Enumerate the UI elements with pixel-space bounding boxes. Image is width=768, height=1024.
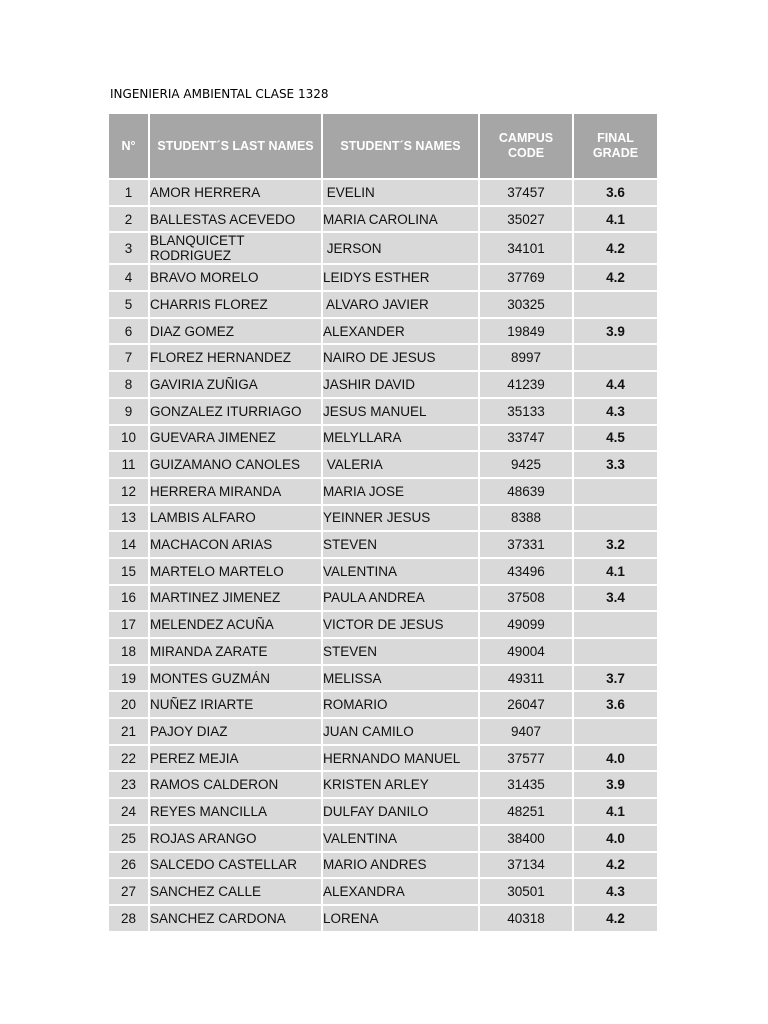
- cell-number: 8: [109, 372, 150, 399]
- cell-final-grade: 3.2: [574, 532, 657, 559]
- cell-last-names: PAJOY DIAZ: [150, 719, 323, 746]
- table-row: [109, 639, 657, 666]
- cell-last-names: BALLESTAS ACEVEDO: [150, 207, 323, 234]
- cell-names: HERNANDO MANUEL: [323, 746, 480, 773]
- cell-final-grade: 3.4: [574, 586, 657, 613]
- cell-names: EVELIN: [323, 180, 480, 207]
- cell-final-grade: 4.2: [574, 265, 657, 292]
- table-row: [109, 506, 657, 533]
- cell-number: 23: [109, 772, 150, 799]
- cell-final-grade: [574, 345, 657, 372]
- cell-last-names: ROJAS ARANGO: [150, 826, 323, 853]
- cell-number: 11: [109, 452, 150, 479]
- cell-last-names: MONTES GUZMÁN: [150, 666, 323, 693]
- cell-names: DULFAY DANILO: [323, 799, 480, 826]
- cell-names: PAULA ANDREA: [323, 586, 480, 613]
- cell-last-names: MELENDEZ ACUÑA: [150, 612, 323, 639]
- cell-number: 25: [109, 826, 150, 853]
- cell-number: 1: [109, 180, 150, 207]
- cell-last-names: BRAVO MORELO: [150, 265, 323, 292]
- table-row: [109, 719, 657, 746]
- cell-number: 22: [109, 746, 150, 773]
- table-row: [109, 532, 657, 559]
- cell-names: JASHIR DAVID: [323, 372, 480, 399]
- cell-campus-code: 37577: [480, 746, 574, 773]
- cell-final-grade: 3.6: [574, 692, 657, 719]
- table-row: [109, 559, 657, 586]
- cell-final-grade: 4.1: [574, 799, 657, 826]
- cell-final-grade: 4.2: [574, 233, 657, 265]
- cell-number: 3: [109, 233, 150, 265]
- cell-last-names: PEREZ MEJIA: [150, 746, 323, 773]
- cell-final-grade: 3.7: [574, 666, 657, 693]
- table-row: [109, 612, 657, 639]
- cell-last-names: SANCHEZ CARDONA: [150, 906, 323, 931]
- cell-final-grade: 4.0: [574, 746, 657, 773]
- cell-number: 13: [109, 506, 150, 533]
- cell-final-grade: [574, 719, 657, 746]
- cell-number: 18: [109, 639, 150, 666]
- cell-number: 26: [109, 853, 150, 880]
- cell-campus-code: 35133: [480, 399, 574, 426]
- cell-last-names: MARTELO MARTELO: [150, 559, 323, 586]
- table-row: [109, 452, 657, 479]
- cell-campus-code: 49099: [480, 612, 574, 639]
- cell-last-names: GONZALEZ ITURRIAGO: [150, 399, 323, 426]
- cell-campus-code: 38400: [480, 826, 574, 853]
- cell-campus-code: 9425: [480, 452, 574, 479]
- table-row: [109, 292, 657, 319]
- header-row: [109, 114, 657, 180]
- cell-final-grade: [574, 479, 657, 506]
- cell-names: LORENA: [323, 906, 480, 931]
- table-row: [109, 233, 657, 265]
- cell-number: 6: [109, 319, 150, 346]
- cell-number: 15: [109, 559, 150, 586]
- cell-last-names: NUÑEZ IRIARTE: [150, 692, 323, 719]
- cell-names: ROMARIO: [323, 692, 480, 719]
- cell-campus-code: 49311: [480, 666, 574, 693]
- cell-campus-code: 8997: [480, 345, 574, 372]
- cell-names: VALERIA: [323, 452, 480, 479]
- cell-campus-code: 19849: [480, 319, 574, 346]
- table-row: [109, 372, 657, 399]
- cell-names: MARIA CAROLINA: [323, 207, 480, 234]
- cell-last-names: SANCHEZ CALLE: [150, 879, 323, 906]
- cell-number: 20: [109, 692, 150, 719]
- cell-last-names: REYES MANCILLA: [150, 799, 323, 826]
- cell-last-names: DIAZ GOMEZ: [150, 319, 323, 346]
- cell-names: VICTOR DE JESUS: [323, 612, 480, 639]
- cell-last-names: GAVIRIA ZUÑIGA: [150, 372, 323, 399]
- cell-final-grade: [574, 612, 657, 639]
- cell-number: 7: [109, 345, 150, 372]
- cell-names: ALVARO JAVIER: [323, 292, 480, 319]
- cell-number: 10: [109, 426, 150, 453]
- cell-number: 19: [109, 666, 150, 693]
- header-number: N°: [109, 114, 150, 180]
- table-row: [109, 426, 657, 453]
- cell-final-grade: 4.0: [574, 826, 657, 853]
- cell-names: JESUS MANUEL: [323, 399, 480, 426]
- table-row: [109, 879, 657, 906]
- cell-names: MELYLLARA: [323, 426, 480, 453]
- cell-final-grade: 3.6: [574, 180, 657, 207]
- cell-number: 5: [109, 292, 150, 319]
- cell-last-names: LAMBIS ALFARO: [150, 506, 323, 533]
- cell-number: 2: [109, 207, 150, 234]
- table-row: [109, 692, 657, 719]
- header-final-grade: FINAL GRADE: [574, 114, 657, 180]
- cell-names: VALENTINA: [323, 826, 480, 853]
- cell-last-names: GUIZAMANO CANOLES: [150, 452, 323, 479]
- cell-names: LEIDYS ESTHER: [323, 265, 480, 292]
- cell-number: 4: [109, 265, 150, 292]
- cell-final-grade: [574, 506, 657, 533]
- header-last-names: STUDENT´S LAST NAMES: [150, 114, 323, 180]
- cell-last-names: RAMOS CALDERON: [150, 772, 323, 799]
- cell-campus-code: 41239: [480, 372, 574, 399]
- cell-last-names: SALCEDO CASTELLAR: [150, 853, 323, 880]
- header-names: STUDENT´S NAMES: [323, 114, 480, 180]
- cell-campus-code: 43496: [480, 559, 574, 586]
- cell-campus-code: 8388: [480, 506, 574, 533]
- cell-names: MARIO ANDRES: [323, 853, 480, 880]
- cell-campus-code: 37331: [480, 532, 574, 559]
- cell-campus-code: 30501: [480, 879, 574, 906]
- cell-final-grade: 4.3: [574, 879, 657, 906]
- header-campus-code: CAMPUS CODE: [480, 114, 574, 180]
- cell-names: JERSON: [323, 233, 480, 265]
- table-row: [109, 853, 657, 880]
- cell-names: YEINNER JESUS: [323, 506, 480, 533]
- cell-last-names: BLANQUICETT RODRIGUEZ: [150, 233, 323, 265]
- cell-number: 17: [109, 612, 150, 639]
- table-row: [109, 207, 657, 234]
- cell-names: ALEXANDRA: [323, 879, 480, 906]
- cell-campus-code: 37134: [480, 853, 574, 880]
- cell-campus-code: 48639: [480, 479, 574, 506]
- cell-campus-code: 37769: [480, 265, 574, 292]
- cell-campus-code: 37508: [480, 586, 574, 613]
- cell-names: MARIA JOSE: [323, 479, 480, 506]
- grades-table-header: [109, 114, 657, 180]
- cell-final-grade: 4.2: [574, 906, 657, 931]
- cell-names: MELISSA: [323, 666, 480, 693]
- cell-final-grade: 4.1: [574, 207, 657, 234]
- cell-last-names: HERRERA MIRANDA: [150, 479, 323, 506]
- grades-table: [109, 114, 657, 931]
- cell-campus-code: 26047: [480, 692, 574, 719]
- cell-number: 24: [109, 799, 150, 826]
- cell-names: KRISTEN ARLEY: [323, 772, 480, 799]
- cell-names: VALENTINA: [323, 559, 480, 586]
- cell-final-grade: 4.4: [574, 372, 657, 399]
- cell-campus-code: 35027: [480, 207, 574, 234]
- cell-campus-code: 9407: [480, 719, 574, 746]
- cell-number: 12: [109, 479, 150, 506]
- cell-campus-code: 33747: [480, 426, 574, 453]
- table-row: [109, 319, 657, 346]
- cell-campus-code: 49004: [480, 639, 574, 666]
- cell-number: 16: [109, 586, 150, 613]
- cell-names: STEVEN: [323, 532, 480, 559]
- table-row: [109, 345, 657, 372]
- cell-campus-code: 34101: [480, 233, 574, 265]
- table-row: [109, 399, 657, 426]
- cell-number: 14: [109, 532, 150, 559]
- cell-last-names: MIRANDA ZARATE: [150, 639, 323, 666]
- cell-final-grade: 4.3: [574, 399, 657, 426]
- table-row: [109, 746, 657, 773]
- cell-campus-code: 31435: [480, 772, 574, 799]
- cell-number: 9: [109, 399, 150, 426]
- cell-campus-code: 48251: [480, 799, 574, 826]
- cell-number: 27: [109, 879, 150, 906]
- table-row: [109, 666, 657, 693]
- cell-final-grade: 4.5: [574, 426, 657, 453]
- cell-final-grade: 3.3: [574, 452, 657, 479]
- cell-last-names: CHARRIS FLOREZ: [150, 292, 323, 319]
- cell-names: ALEXANDER: [323, 319, 480, 346]
- cell-names: NAIRO DE JESUS: [323, 345, 480, 372]
- table-row: [109, 479, 657, 506]
- cell-last-names: MARTINEZ JIMENEZ: [150, 586, 323, 613]
- cell-campus-code: 30325: [480, 292, 574, 319]
- table-row: [109, 772, 657, 799]
- cell-names: JUAN CAMILO: [323, 719, 480, 746]
- table-row: [109, 586, 657, 613]
- table-row: [109, 265, 657, 292]
- table-row: [109, 799, 657, 826]
- cell-campus-code: 40318: [480, 906, 574, 931]
- table-row: [109, 906, 657, 931]
- cell-final-grade: [574, 292, 657, 319]
- cell-final-grade: 3.9: [574, 319, 657, 346]
- table-row: [109, 826, 657, 853]
- cell-final-grade: 4.1: [574, 559, 657, 586]
- cell-final-grade: 3.9: [574, 772, 657, 799]
- cell-campus-code: 37457: [480, 180, 574, 207]
- cell-last-names: AMOR HERRERA: [150, 180, 323, 207]
- cell-number: 28: [109, 906, 150, 931]
- cell-last-names: MACHACON ARIAS: [150, 532, 323, 559]
- document-title: INGENIERIA AMBIENTAL CLASE 1328: [110, 87, 329, 101]
- cell-number: 21: [109, 719, 150, 746]
- cell-final-grade: 4.2: [574, 853, 657, 880]
- table-row: [109, 180, 657, 207]
- cell-names: STEVEN: [323, 639, 480, 666]
- cell-final-grade: [574, 639, 657, 666]
- cell-last-names: FLOREZ HERNANDEZ: [150, 345, 323, 372]
- grades-table-body: [109, 180, 657, 931]
- cell-last-names: GUEVARA JIMENEZ: [150, 426, 323, 453]
